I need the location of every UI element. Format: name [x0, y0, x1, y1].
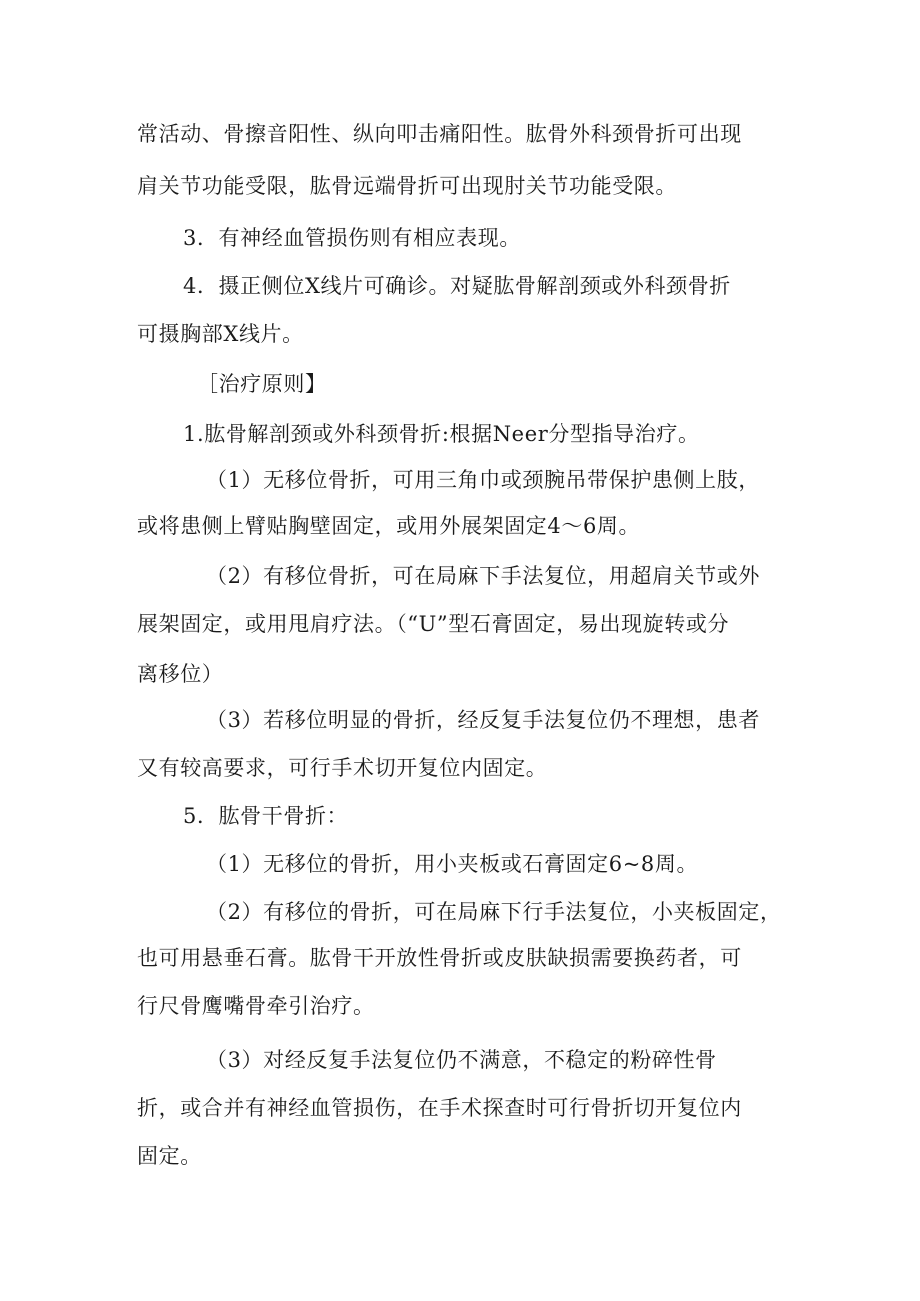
- item-3: 3．有神经血管损伤则有相应表现。: [183, 226, 521, 250]
- subsection-humerus-neck: 1.肱骨解剖颈或外科颈骨折:根据Neer分型指导治疗。: [183, 422, 700, 446]
- item-1-2: （2）有移位骨折，可在局麻下手法复位，用超肩关节或外: [206, 564, 760, 588]
- text-line-continuation: 或将患侧上臂贴胸壁固定，或用外展架固定4〜6周。: [137, 514, 641, 538]
- text-line-continuation: 可摄胸部X线片。: [137, 322, 304, 346]
- text-line-continuation: 折，或合并有神经血管损伤，在手术探查时可行骨折切开复位内: [137, 1096, 742, 1120]
- text-line-continuation: 肩关节功能受限，肱骨远端骨折可出现肘关节功能受限。: [137, 174, 677, 198]
- text-line-continuation: 常活动、骨擦音阳性、纵向叩击痛阳性。肱骨外科颈骨折可出现: [137, 122, 742, 146]
- item-4: 4．摄正侧位X线片可确诊。对疑肱骨解剖颈或外科颈骨折: [183, 274, 731, 298]
- item-5-1: （1）无移位的骨折，用小夹板或石膏固定6~8周。: [206, 852, 699, 876]
- item-1-3: （3）若移位明显的骨折，经反复手法复位仍不理想，患者: [206, 708, 760, 732]
- text-line-continuation: 行尺骨鹰嘴骨牵引治疗。: [137, 994, 375, 1018]
- item-5: 5．肱骨干骨折：: [183, 804, 349, 828]
- text-line-continuation: 固定。: [137, 1144, 202, 1168]
- section-heading-treatment: ［治疗原则】: [197, 372, 327, 396]
- item-5-2: （2）有移位的骨折，可在局麻下行手法复位，小夹板固定，: [206, 900, 782, 924]
- text-line-continuation: 离移位）: [137, 662, 224, 686]
- item-5-3: （3）对经反复手法复位仍不满意，不稳定的粉碎性骨: [206, 1048, 717, 1072]
- item-1-1: （1）无移位骨折，可用三角巾或颈腕吊带保护患侧上肢，: [206, 468, 760, 492]
- text-line-continuation: 又有较高要求，可行手术切开复位内固定。: [137, 756, 548, 780]
- text-line-continuation: 也可用悬垂石膏。肱骨干开放性骨折或皮肤缺损需要换药者，可: [137, 946, 742, 970]
- text-line-continuation: 展架固定，或用甩肩疗法。（“U”型石膏固定，易出现旋转或分: [137, 612, 730, 636]
